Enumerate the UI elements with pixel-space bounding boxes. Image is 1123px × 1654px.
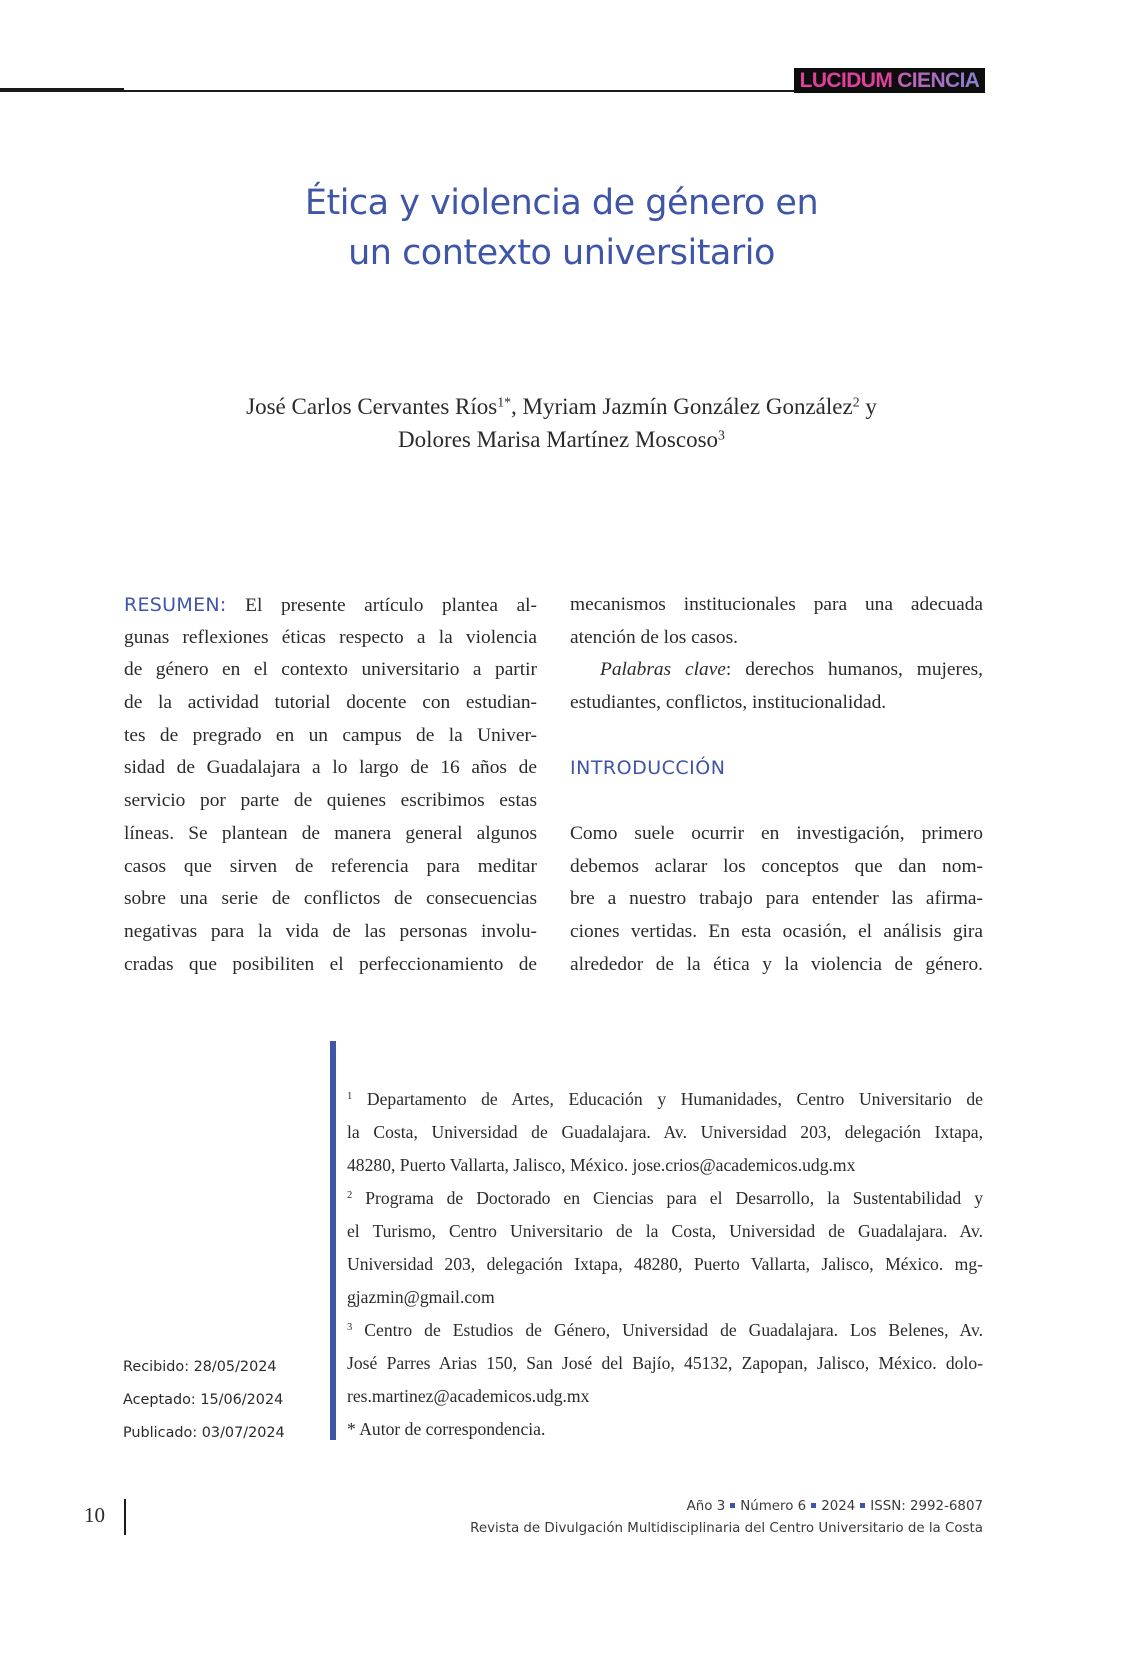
logo-word-ciencia: CIENCIA — [897, 69, 980, 92]
abstract-line: tes de pregrado en un campus de la Univer- — [124, 724, 537, 746]
abstract-line: gunas reflexiones éticas respecto a la violencia — [124, 626, 537, 648]
section-spacer — [570, 785, 983, 818]
abstract-line: de la actividad tutorial docente con estudian- — [124, 692, 537, 714]
author-conjunction: y — [859, 394, 877, 419]
abstract-line — [124, 589, 537, 622]
issn: ISSN: 2992-6807 — [870, 1499, 983, 1514]
footnote-line: José Parres Arias 150, San José del Bajío, 45132, Zapopan, Jalisco, México. dolo- — [347, 1353, 983, 1373]
corresponding-author-note: * Autor de correspondencia. — [347, 1419, 546, 1439]
footnote-text: Centro de Estudios de Género, Universidad de Guadalajara. Los Belenes, Av. — [352, 1320, 983, 1340]
header-rule-accent — [0, 88, 124, 92]
footnote-line: gjazmin@gmail.com — [347, 1287, 495, 1307]
date-accepted: Aceptado: 15/06/2024 — [123, 1392, 284, 1408]
footnote-mark: 1 — [347, 1091, 353, 1103]
publication-dates — [123, 1351, 285, 1450]
footnote-text: Departamento de Artes, Educación y Humanidades, Centro Universitario de — [352, 1089, 983, 1109]
footnote-line: res.martinez@academicos.udg.mx — [347, 1386, 590, 1406]
author-affiliation-mark: 3 — [718, 427, 725, 443]
keywords-text: : derechos humanos, mujeres, — [725, 659, 983, 681]
author-name: Myriam Jazmín González González — [522, 394, 853, 419]
issue-pub-year: 2024 — [821, 1499, 856, 1514]
abstract-line: negativas para la vida de las personas involu- — [124, 920, 537, 942]
square-bullet-icon — [811, 1503, 816, 1508]
abstract-column-right — [570, 589, 983, 981]
logo-word-lucidum: LUCIDUM — [799, 69, 893, 92]
issue-number: Número 6 — [740, 1499, 807, 1514]
footnotes-accent-bar — [330, 1041, 336, 1440]
abstract-line: mecanismos institucionales para una adecuada — [570, 594, 983, 615]
journal-logo — [794, 68, 985, 93]
square-bullet-icon — [730, 1503, 735, 1508]
keywords-line: estudiantes, conflictos, institucionalidad. — [570, 692, 887, 714]
abstract-line: casos que sirven de referencia para meditar — [124, 855, 537, 877]
footnote-line: Universidad 203, delegación Ixtapa, 48280, Puerto Vallarta, Jalisco, México. mg- — [347, 1254, 983, 1274]
authors-line-1 — [0, 390, 1123, 423]
abstract-line: sobre una serie de conflictos de consecuencias — [124, 888, 537, 910]
author-name: José Carlos Cervantes Ríos — [246, 394, 498, 419]
abstract-line: líneas. Se plantean de manera general algunos — [124, 822, 537, 844]
section-heading-introduction: INTRODUCCIÓN — [570, 757, 726, 780]
keywords-line — [570, 654, 983, 687]
issue-year: Año 3 — [686, 1499, 726, 1514]
title-line: un contexto universitario — [348, 233, 775, 273]
title-line: Ética y violencia de género en — [304, 183, 819, 223]
abstract-column-left — [124, 589, 537, 981]
issue-line — [470, 1496, 983, 1518]
abstract-line: sidad de Guadalajara a lo largo de 16 años de — [124, 757, 537, 779]
intro-line: ciones vertidas. En esta ocasión, el análisis gira — [570, 920, 983, 942]
intro-line: alrededor de la ética y la violencia de género. — [570, 953, 983, 975]
abstract-text: El presente artículo plantea al- — [226, 595, 537, 616]
footnote-line — [347, 1083, 983, 1116]
authors — [0, 390, 1123, 456]
date-published: Publicado: 03/07/2024 — [123, 1425, 285, 1441]
footer-journal-info — [470, 1496, 983, 1540]
author-affiliation-mark: 2 — [852, 394, 860, 410]
intro-line: Como suele ocurrir en investigación, primero — [570, 822, 983, 844]
footnote-line — [347, 1182, 983, 1215]
abstract-line: cradas que posibiliten el perfeccionamiento de — [124, 953, 537, 975]
intro-line: debemos aclarar los conceptos que dan nom- — [570, 855, 983, 877]
footnote-line: 48280, Puerto Vallarta, Jalisco, México. jose.crios@academicos.udg.mx — [347, 1155, 856, 1175]
footnote-text: Programa de Doctorado en Ciencias para el Desarrollo, la Sustentabilidad y — [352, 1188, 983, 1208]
abstract-line: servicio por parte de quienes escribimos estas — [124, 790, 537, 812]
affiliation-footnotes — [347, 1083, 983, 1446]
abstract-label: RESUMEN: — [124, 594, 227, 616]
footnote-mark: 3 — [347, 1322, 353, 1334]
page-number: 10 — [84, 1503, 105, 1527]
footnote-line — [347, 1314, 983, 1347]
keywords-label: Palabras clave — [600, 659, 726, 681]
authors-line-2 — [0, 423, 1123, 456]
journal-name: Revista de Divulgación Multidisciplinaria del Centro Universitario de la Costa — [470, 1521, 983, 1536]
intro-line: bre a nuestro trabajo para entender las afirma- — [570, 888, 983, 910]
square-bullet-icon — [860, 1503, 865, 1508]
footnote-mark: 2 — [347, 1190, 353, 1202]
footer-divider — [124, 1499, 126, 1535]
abstract-line: atención de los casos. — [570, 626, 739, 648]
author-affiliation-mark: 1* — [497, 394, 512, 410]
article-title — [0, 178, 1123, 278]
footnote-line: el Turismo, Centro Universitario de la Costa, Universidad de Guadalajara. Av. — [347, 1221, 983, 1241]
date-received: Recibido: 28/05/2024 — [123, 1359, 277, 1375]
author-name: Dolores Marisa Martínez Moscoso — [398, 427, 719, 452]
abstract-line: de género en el contexto universitario a partir — [124, 659, 537, 681]
footnote-line: la Costa, Universidad de Guadalajara. Av. Universidad 203, delegación Ixtapa, — [347, 1122, 983, 1142]
author-separator: , — [511, 394, 523, 419]
